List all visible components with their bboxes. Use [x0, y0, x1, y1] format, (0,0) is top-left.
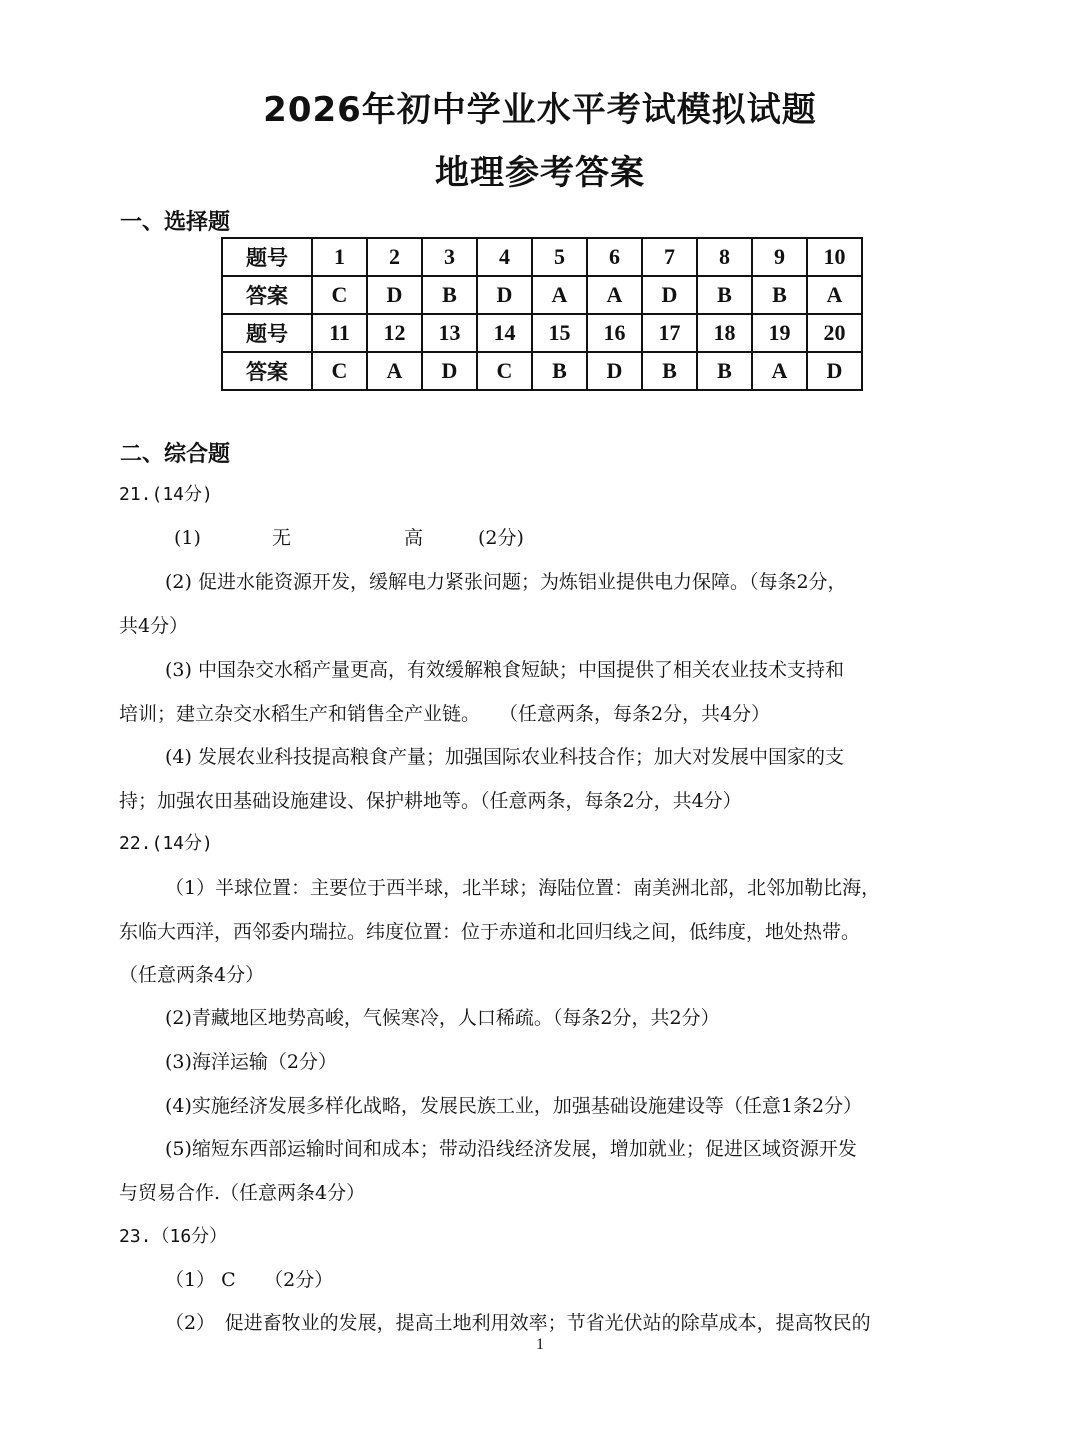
row-label: 答案: [222, 352, 312, 390]
question-number: 1: [312, 238, 367, 276]
answer-cell: B: [642, 352, 697, 390]
question-number: 6: [587, 238, 642, 276]
question-number: 15: [532, 314, 587, 352]
page-number: 1: [536, 1336, 544, 1353]
q21-part1-answer-a: 无: [272, 527, 292, 549]
question-number: 18: [697, 314, 752, 352]
q22-part2: (2)青藏地区地势高峻，气候寒冷，人口稀疏。（每条2分，共2分）: [165, 1007, 720, 1029]
answer-cell: A: [752, 352, 807, 390]
question-number: 16: [587, 314, 642, 352]
q22-part3: (3)海洋运输（2分）: [165, 1051, 338, 1073]
question-number: 4: [477, 238, 532, 276]
document-title: 2026年初中学业水平考试模拟试题: [263, 90, 817, 130]
q23-part1: （1） C （2分）: [165, 1269, 334, 1291]
question-number: 17: [642, 314, 697, 352]
answer-cell: A: [807, 276, 862, 314]
table-row: [222, 276, 862, 314]
answer-cell: B: [422, 276, 477, 314]
row-label: 题号: [222, 314, 312, 352]
answer-cell: A: [367, 352, 422, 390]
q22-part5-line1: (5)缩短东西部运输时间和成本；带动沿线经济发展，增加就业；促进区域资源开发: [165, 1138, 857, 1160]
q23-part2-line1: （2） 促进畜牧业的发展，提高土地利用效率；节省光伏站的除草成本，提高牧民的: [165, 1312, 871, 1334]
answer-cell: A: [532, 276, 587, 314]
q21-part2-line2: 共4分）: [119, 615, 189, 637]
answer-cell: B: [532, 352, 587, 390]
answer-cell: D: [587, 352, 642, 390]
question-number: 8: [697, 238, 752, 276]
q21-part1-score: (2分): [478, 527, 524, 549]
q22-part1-line1: （1）半球位置：主要位于西半球，北半球；海陆位置：南美洲北部，北邻加勒比海，: [165, 877, 881, 899]
answer-cell: D: [367, 276, 422, 314]
answer-cell: D: [422, 352, 477, 390]
answer-cell: B: [697, 352, 752, 390]
question-number: 9: [752, 238, 807, 276]
question-number: 5: [532, 238, 587, 276]
document-subtitle: 地理参考答案: [435, 153, 645, 193]
question-number: 2: [367, 238, 422, 276]
question-number: 12: [367, 314, 422, 352]
question-number: 11: [312, 314, 367, 352]
answer-cell: C: [477, 352, 532, 390]
question-number: 3: [422, 238, 477, 276]
row-label: 答案: [222, 276, 312, 314]
answer-cell: A: [587, 276, 642, 314]
table-row: [222, 352, 862, 390]
question-22-heading: 22.(14分): [119, 833, 213, 854]
section-heading-choice: 一、选择题: [120, 210, 231, 235]
answer-cell: B: [752, 276, 807, 314]
question-23-heading: 23.（16分）: [119, 1226, 228, 1247]
table-row: [222, 314, 862, 352]
question-number: 10: [807, 238, 862, 276]
answer-table: [221, 237, 863, 391]
question-number: 14: [477, 314, 532, 352]
q21-part1-answer-b: 高: [404, 527, 424, 549]
answer-cell: D: [807, 352, 862, 390]
q21-part2-line1: (2) 促进水能资源开发，缓解电力紧张问题；为炼铝业提供电力保障。（每条2分，: [165, 571, 847, 593]
section-heading-comprehensive: 二、综合题: [120, 442, 231, 467]
q22-part4: (4)实施经济发展多样化战略，发展民族工业，加强基础设施建设等（任意1条2分）: [165, 1095, 863, 1117]
question-21-heading: 21.(14分): [119, 484, 213, 505]
q22-part1-line2: 东临大西洋，西邻委内瑞拉。纬度位置：位于赤道和北回归线之间，低纬度，地处热带。: [119, 921, 861, 943]
q21-part1-number: (1): [174, 527, 201, 549]
q22-part1-line3: （任意两条4分）: [119, 964, 265, 986]
q21-part3-line1: (3) 中国杂交水稻产量更高，有效缓解粮食短缺；中国提供了相关农业技术支持和: [165, 659, 844, 681]
answer-cell: D: [477, 276, 532, 314]
answer-cell: C: [312, 276, 367, 314]
q21-part4-line1: (4) 发展农业科技提高粮食产量；加强国际农业科技合作；加大对发展中国家的支: [165, 746, 844, 768]
answer-cell: D: [642, 276, 697, 314]
question-number: 20: [807, 314, 862, 352]
question-number: 7: [642, 238, 697, 276]
question-number: 13: [422, 314, 477, 352]
q21-part4-line2: 持；加强农田基础设施建设、保护耕地等。（任意两条，每条2分，共4分）: [119, 790, 742, 812]
question-number: 19: [752, 314, 807, 352]
answer-cell: B: [697, 276, 752, 314]
answer-cell: C: [312, 352, 367, 390]
row-label: 题号: [222, 238, 312, 276]
q22-part5-line2: 与贸易合作.（任意两条4分）: [119, 1182, 366, 1204]
q21-part3-line2: 培训；建立杂交水稻生产和销售全产业链。 （任意两条，每条2分，共4分）: [119, 703, 771, 725]
table-row: [222, 238, 862, 276]
